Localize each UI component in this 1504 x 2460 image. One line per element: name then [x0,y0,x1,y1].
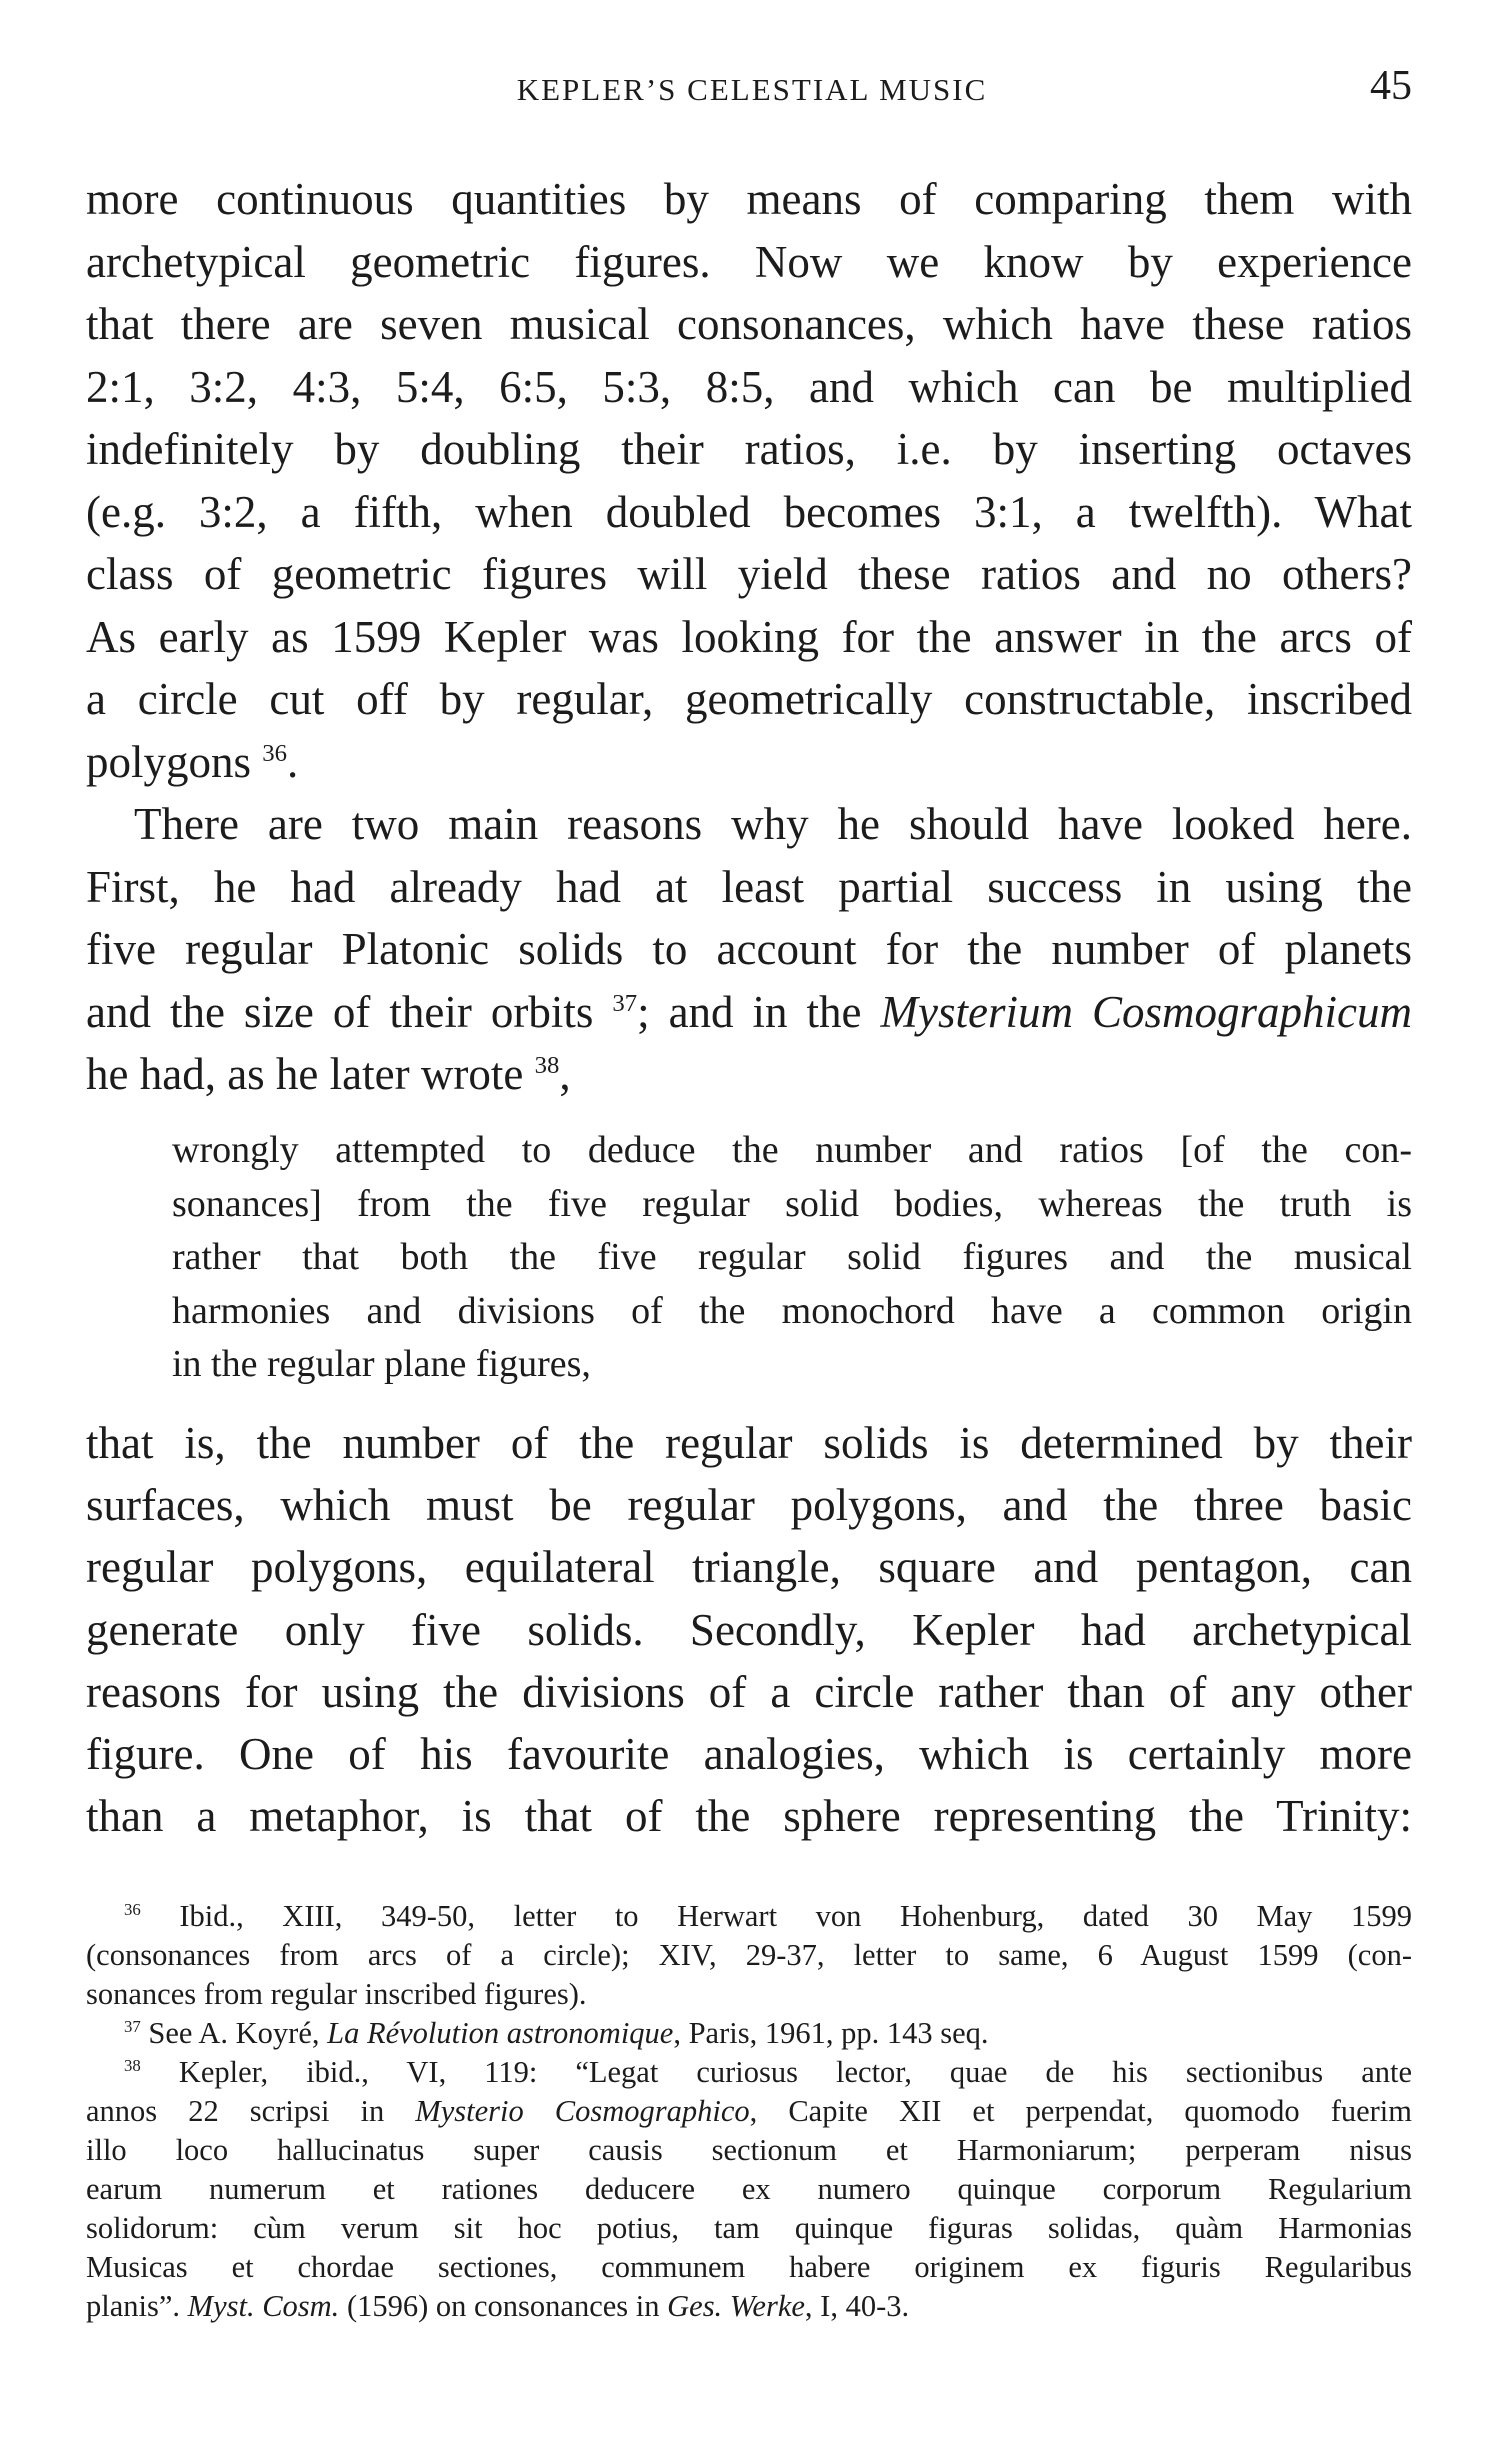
text-line: that there are seven musical consonances, which have these ratios [86,299,1412,349]
footnote-line: illo loco hallucinatus super causis sectionum et Harmoniarum; perperam nisus [86,2133,1412,2167]
footnote-36 [86,1897,1412,1936]
text-line [86,1043,1412,1106]
footnote-text: planis”. [86,2289,188,2323]
footnote-number: 38 [124,2056,141,2076]
text-line: than a metaphor, is that of the sphere representing the Trinity: [86,1791,1412,1842]
footnote-text: , Paris, 1961, pp. 143 seq. [673,2016,989,2050]
footnote-line: solidorum: cùm verum sit hoc potius, tam quinque figuras solidas, quàm Harmonias [86,2211,1412,2245]
footnote-text: (1596) on consonances in [339,2289,668,2323]
footnote-text: , I, 40-3. [804,2289,910,2323]
text-fragment: , [559,1049,571,1099]
text-line: 2:1, 3:2, 4:3, 5:4, 6:5, 5:3, 8:5, and which can be multiplied [86,361,1412,412]
footnote-line: earum numerum et rationes deducere ex numero quinque corporum Regularium [86,2172,1412,2206]
book-title: La Révolution astronomique [327,2016,674,2050]
text-line: five regular Platonic solids to account for the number of planets [86,924,1412,974]
text-fragment: he had, as he later wrote [86,1049,535,1099]
quote-line: in the regular plane figures, [172,1343,591,1385]
quote-line: harmonies and divisions of the monochord have a common origin [172,1289,1412,1332]
footnote-number: 36 [124,1900,141,1920]
footnote-text: See A. Koyré, [148,2016,328,2050]
footnote-line: (consonances from arcs of a circle); XIV, 29-37, letter to same, 6 August 1599 (con- [86,1938,1412,1972]
text-line: regular polygons, equilateral triangle, square and pentagon, can [86,1542,1412,1593]
text-line: As early as 1599 Kepler was looking for the answer in the arcs of [86,611,1412,662]
footnote-number: 37 [124,2017,141,2037]
text-fragment: and the size of their orbits [86,986,613,1037]
quote-line: rather that both the five regular solid figures and the musical [172,1236,1412,1278]
book-title: Ges. Werke [667,2289,805,2323]
footnote-line [86,2092,1412,2131]
footnote-ref-36[interactable]: 36 [262,739,288,767]
footnote-text: Kepler, ibid., VI, 119: “Legat curiosus lector, quae de his sectionibus ante [178,2055,1412,2089]
text-line: (e.g. 3:2, a fifth, when doubled becomes 3:1, a twelfth). What [86,486,1412,537]
text-line: that is, the number of the regular solids is determined by their [86,1418,1412,1468]
text-line: generate only five solids. Secondly, Kepler had archetypical [86,1604,1412,1655]
text-line: indefinitely by doubling their ratios, i.e. by inserting octaves [86,424,1412,474]
footnote-text: annos 22 scripsi in [86,2094,416,2128]
text-line [86,731,1412,794]
footnote-text: Ibid., XIII, 349-50, letter to Herwart von Hohenburg, dated 30 May 1599 [179,1899,1412,1933]
running-head: KEPLER’S CELESTIAL MUSIC [516,72,988,107]
text-line: There are two main reasons why he should have looked here. [134,799,1412,849]
text-line: reasons for using the divisions of a circle rather than of any other [86,1666,1412,1717]
text-line: First, he had already had at least partial success in using the [86,861,1412,912]
page-number: 45 [1370,63,1412,109]
text-fragment: polygons [86,736,252,787]
footnote-ref-38[interactable]: 38 [534,1051,560,1079]
book-title: Myst. Cosm. [187,2289,340,2323]
text-fragment: ; and in the [637,986,881,1037]
block-quote [172,1124,1412,1392]
footnote-ref-37[interactable]: 37 [612,989,638,1017]
footnote-line: sonances from regular inscribed figures). [86,1977,587,2011]
footnotes [86,1897,1412,2326]
text-line: class of geometric figures will yield these ratios and no others? [86,549,1412,599]
text-fragment: . [287,736,299,787]
text-line: figure. One of his favourite analogies, which is certainly more [86,1729,1412,1780]
text-line [86,981,1412,1044]
paragraph-3 [86,1412,1412,1847]
text-line: more continuous quantities by means of comparing them with [86,174,1412,224]
text-line: a circle cut off by regular, geometrically constructable, inscribed [86,674,1412,724]
text-line: archetypical geometric figures. Now we know by experience [86,236,1412,287]
footnote-line [86,2287,1412,2326]
footnote-line: Musicas et chordae sectiones, communem habere originem ex figuris Regularibus [86,2250,1412,2284]
paragraph-1 [86,168,1412,1106]
book-title: Mysterio Cosmographico [415,2094,750,2128]
book-title: Mysterium Cosmographicum [880,986,1412,1037]
footnote-37 [86,2014,1412,2053]
quote-line: wrongly attempted to deduce the number and ratios [of the con- [172,1129,1412,1171]
quote-line: sonances] from the five regular solid bodies, whereas the truth is [172,1182,1412,1225]
text-line: surfaces, which must be regular polygons, and the three basic [86,1480,1412,1531]
footnote-38 [86,2053,1412,2092]
footnote-text: , Capite XII et perpendat, quomodo fuerim [749,2094,1413,2128]
